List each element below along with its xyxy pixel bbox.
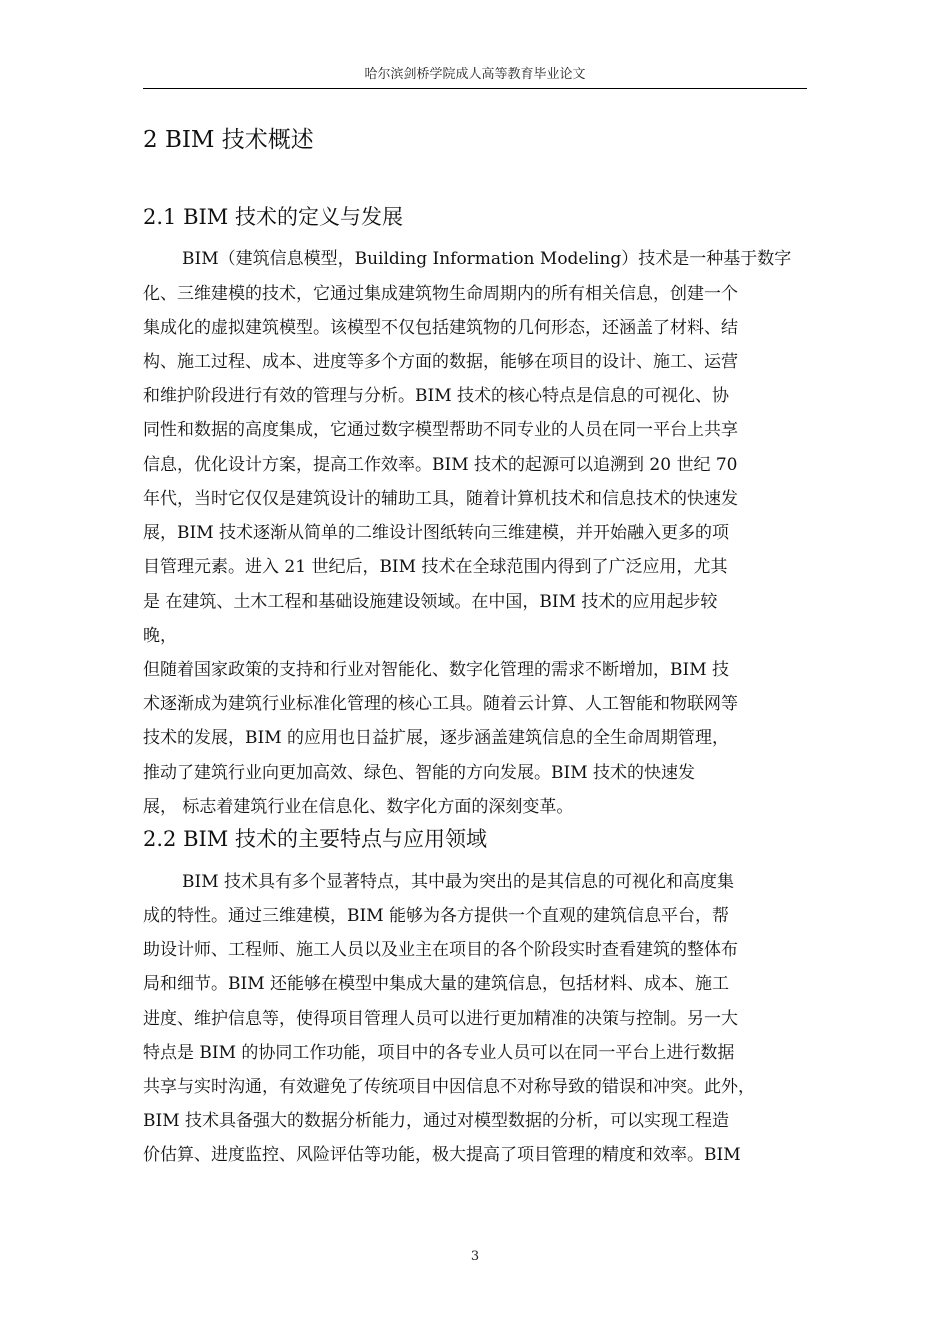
paragraph-line: 特点是 BIM 的协同工作功能，项目中的各专业人员可以在同一平台上进行数据 [143,1043,735,1063]
paragraph-line: 晚， [143,626,177,646]
paragraph-line: 同性和数据的高度集成，它通过数字模型帮助不同专业的人员在同一平台上共享 [143,420,738,440]
paragraph-line: 推动了建筑行业向更加高效、绿色、智能的方向发展。BIM 技术的快速发 [143,763,696,783]
paragraph-line: 局和细节。BIM 还能够在模型中集成大量的建筑信息，包括材料、成本、施工 [143,974,730,994]
paragraph-line: 信息，优化设计方案，提高工作效率。BIM 技术的起源可以追溯到 20 世纪 70 [143,455,738,475]
section-title-2-1: 2.1 BIM 技术的定义与发展 [143,205,403,229]
paragraph-line: 和维护阶段进行有效的管理与分析。BIM 技术的核心特点是信息的可视化、协 [143,386,730,406]
paragraph-line: BIM 技术具有多个显著特点，其中最为突出的是其信息的可视化和高度集 [182,872,735,892]
header-rule [143,88,807,89]
paragraph-line: 集成化的虚拟建筑模型。该模型不仅包括建筑物的几何形态，还涵盖了材料、结 [143,318,738,338]
paragraph-line: 成的特性。通过三维建模，BIM 能够为各方提供一个直观的建筑信息平台，帮 [143,906,730,926]
paragraph-line: 价估算、进度监控、风险评估等功能，极大提高了项目管理的精度和效率。BIM [143,1145,741,1165]
paragraph-line: 技术的发展，BIM 的应用也日益扩展，逐步涵盖建筑信息的全生命周期管理， [143,728,730,748]
paragraph-line: BIM 技术具备强大的数据分析能力，通过对模型数据的分析，可以实现工程造 [143,1111,730,1131]
paragraph-line: 术逐渐成为建筑行业标准化管理的核心工具。随着云计算、人工智能和物联网等 [143,694,738,714]
paragraph-line: 年代，当时它仅仅是建筑设计的辅助工具，随着计算机技术和信息技术的快速发 [143,489,738,509]
paragraph-line: BIM（建筑信息模型，Building Information Modeling）技术是一种基于数字 [182,249,792,269]
paragraph-line: 助设计师、工程师、施工人员以及业主在项目的各个阶段实时查看建筑的整体布 [143,940,738,960]
paragraph-line: 展， 标志着建筑行业在信息化、数字化方面的深刻变革。 [143,797,574,817]
running-header: 哈尔滨剑桥学院成人高等教育毕业论文 [364,67,586,82]
page-number: 3 [470,1249,480,1264]
chapter-title: 2 BIM 技术概述 [143,127,314,153]
paragraph-line: 化、三维建模的技术，它通过集成建筑物生命周期内的所有相关信息，创建一个 [143,284,738,304]
paragraph-line: 但随着国家政策的支持和行业对智能化、数字化管理的需求不断增加，BIM 技 [143,660,730,680]
paragraph-line: 目管理元素。进入 21 世纪后，BIM 技术在全球范围内得到了广泛应用，尤其 [143,557,728,577]
section-title-2-2: 2.2 BIM 技术的主要特点与应用领域 [143,827,487,851]
paragraph-line: 进度、维护信息等，使得项目管理人员可以进行更加精准的决策与控制。另一大 [143,1009,738,1029]
paragraph-line: 构、施工过程、成本、进度等多个方面的数据，能够在项目的设计、施工、运营 [143,352,738,372]
paragraph-line: 共享与实时沟通，有效避免了传统项目中因信息不对称导致的错误和冲突。此外， [143,1077,755,1097]
paragraph-line: 展，BIM 技术逐渐从简单的二维设计图纸转向三维建模，并开始融入更多的项 [143,523,730,543]
paragraph-line: 是 在建筑、土木工程和基础设施建设领域。在中国，BIM 技术的应用起步较 [143,592,718,612]
